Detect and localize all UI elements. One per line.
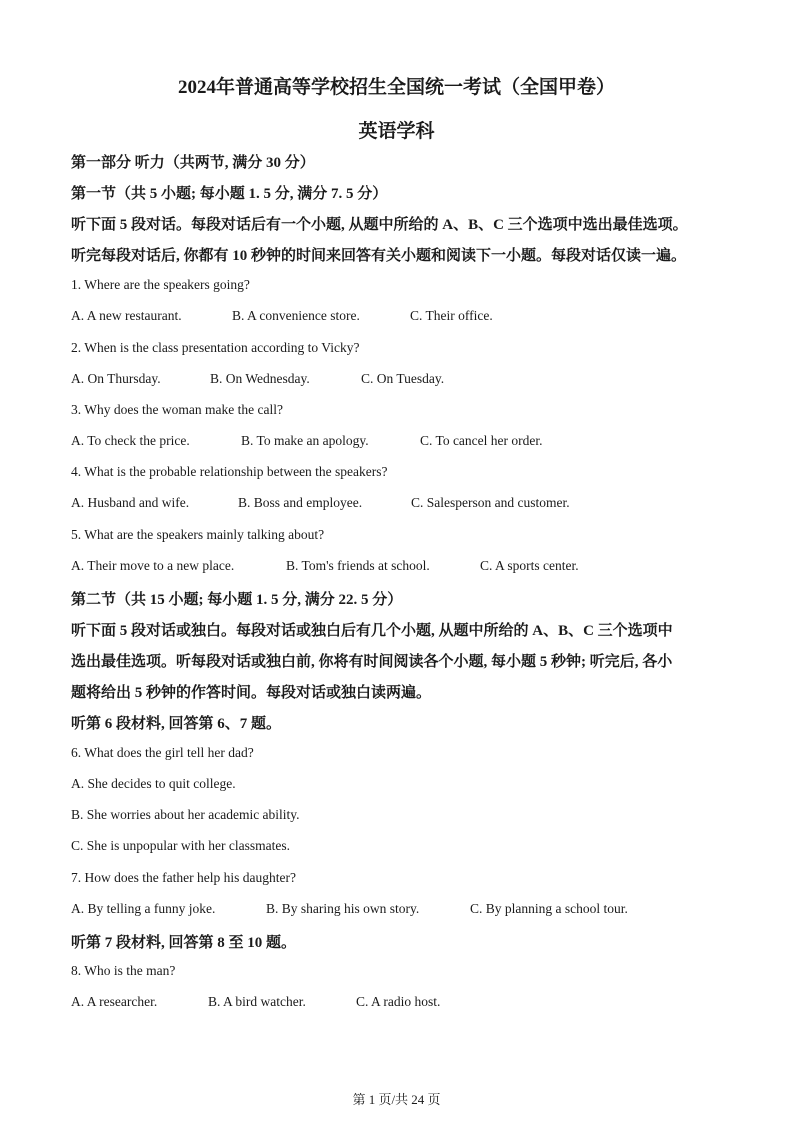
q4-option-c: C. Salesperson and customer. [411, 495, 570, 510]
section1-instruction-1: 听下面 5 段对话。每段对话后有一个小题, 从题中所给的 A、B、C 三个选项中选出最佳选项。 [71, 217, 688, 233]
q6-option-c: C. She is unpopular with her classmates. [71, 838, 290, 853]
section1-heading: 第一节（共 5 小题; 每小题 1. 5 分, 满分 7. 5 分） [71, 186, 388, 202]
q3-option-c: C. To cancel her order. [420, 433, 543, 448]
q1-option-b: B. A convenience store. [232, 308, 360, 323]
part1-heading: 第一部分 听力（共两节, 满分 30 分） [71, 155, 315, 171]
question-8: 8. Who is the man? [71, 963, 176, 978]
question-2: 2. When is the class presentation according to Vicky? [71, 340, 360, 355]
q2-option-a: A. On Thursday. [71, 371, 161, 386]
section2-instruction-2: 选出最佳选项。听每段对话或独白前, 你将有时间阅读各个小题, 每小题 5 秒钟; 听完后, 各小 [71, 654, 673, 670]
q2-option-b: B. On Wednesday. [210, 371, 310, 386]
q6-option-a: A. She decides to quit college. [71, 776, 236, 791]
q8-option-b: B. A bird watcher. [208, 994, 306, 1009]
q4-option-b: B. Boss and employee. [238, 495, 363, 510]
section2-instruction-1: 听下面 5 段对话或独白。每段对话或独白后有几个小题, 从题中所给的 A、B、C 三个选项中 [71, 623, 673, 639]
q1-option-a: A. A new restaurant. [71, 308, 182, 323]
question-7: 7. How does the father help his daughter? [71, 870, 296, 885]
material-7-heading: 听第 7 段材料, 回答第 8 至 10 题。 [71, 935, 297, 951]
q1-option-c: C. Their office. [410, 308, 493, 323]
q7-option-a: A. By telling a funny joke. [71, 901, 216, 916]
q5-option-a: A. Their move to a new place. [71, 558, 235, 573]
section1-instruction-2: 听完每段对话后, 你都有 10 秒钟的时间来回答有关小题和阅读下一小题。每段对话仅读一遍。 [71, 248, 687, 264]
question-5: 5. What are the speakers mainly talking about? [71, 527, 325, 542]
q7-option-b: B. By sharing his own story. [266, 901, 420, 916]
q8-option-a: A. A researcher. [71, 994, 158, 1009]
q8-option-c: C. A radio host. [356, 994, 441, 1009]
q3-option-b: B. To make an apology. [241, 433, 369, 448]
q3-option-a: A. To check the price. [71, 433, 190, 448]
q5-option-c: C. A sports center. [480, 558, 579, 573]
exam-title: 2024年普通高等学校招生全国统一考试（全国甲卷） [177, 77, 615, 98]
page-footer: 第 1 页/共 24 页 [352, 1092, 441, 1107]
exam-subject: 英语学科 [358, 121, 435, 142]
section2-instruction-3: 题将给出 5 秒钟的作答时间。每段对话或独白读两遍。 [71, 685, 432, 701]
question-6: 6. What does the girl tell her dad? [71, 745, 254, 760]
q6-option-b: B. She worries about her academic ability. [71, 807, 300, 822]
q5-option-b: B. Tom's friends at school. [286, 558, 430, 573]
q4-option-a: A. Husband and wife. [71, 495, 190, 510]
material-6-heading: 听第 6 段材料, 回答第 6、7 题。 [71, 716, 282, 732]
section2-heading: 第二节（共 15 小题; 每小题 1. 5 分, 满分 22. 5 分） [71, 592, 403, 608]
question-1: 1. Where are the speakers going? [71, 277, 250, 292]
q7-option-c: C. By planning a school tour. [470, 901, 628, 916]
q2-option-c: C. On Tuesday. [361, 371, 445, 386]
question-4: 4. What is the probable relationship between the speakers? [71, 464, 388, 479]
question-3: 3. Why does the woman make the call? [71, 402, 283, 417]
